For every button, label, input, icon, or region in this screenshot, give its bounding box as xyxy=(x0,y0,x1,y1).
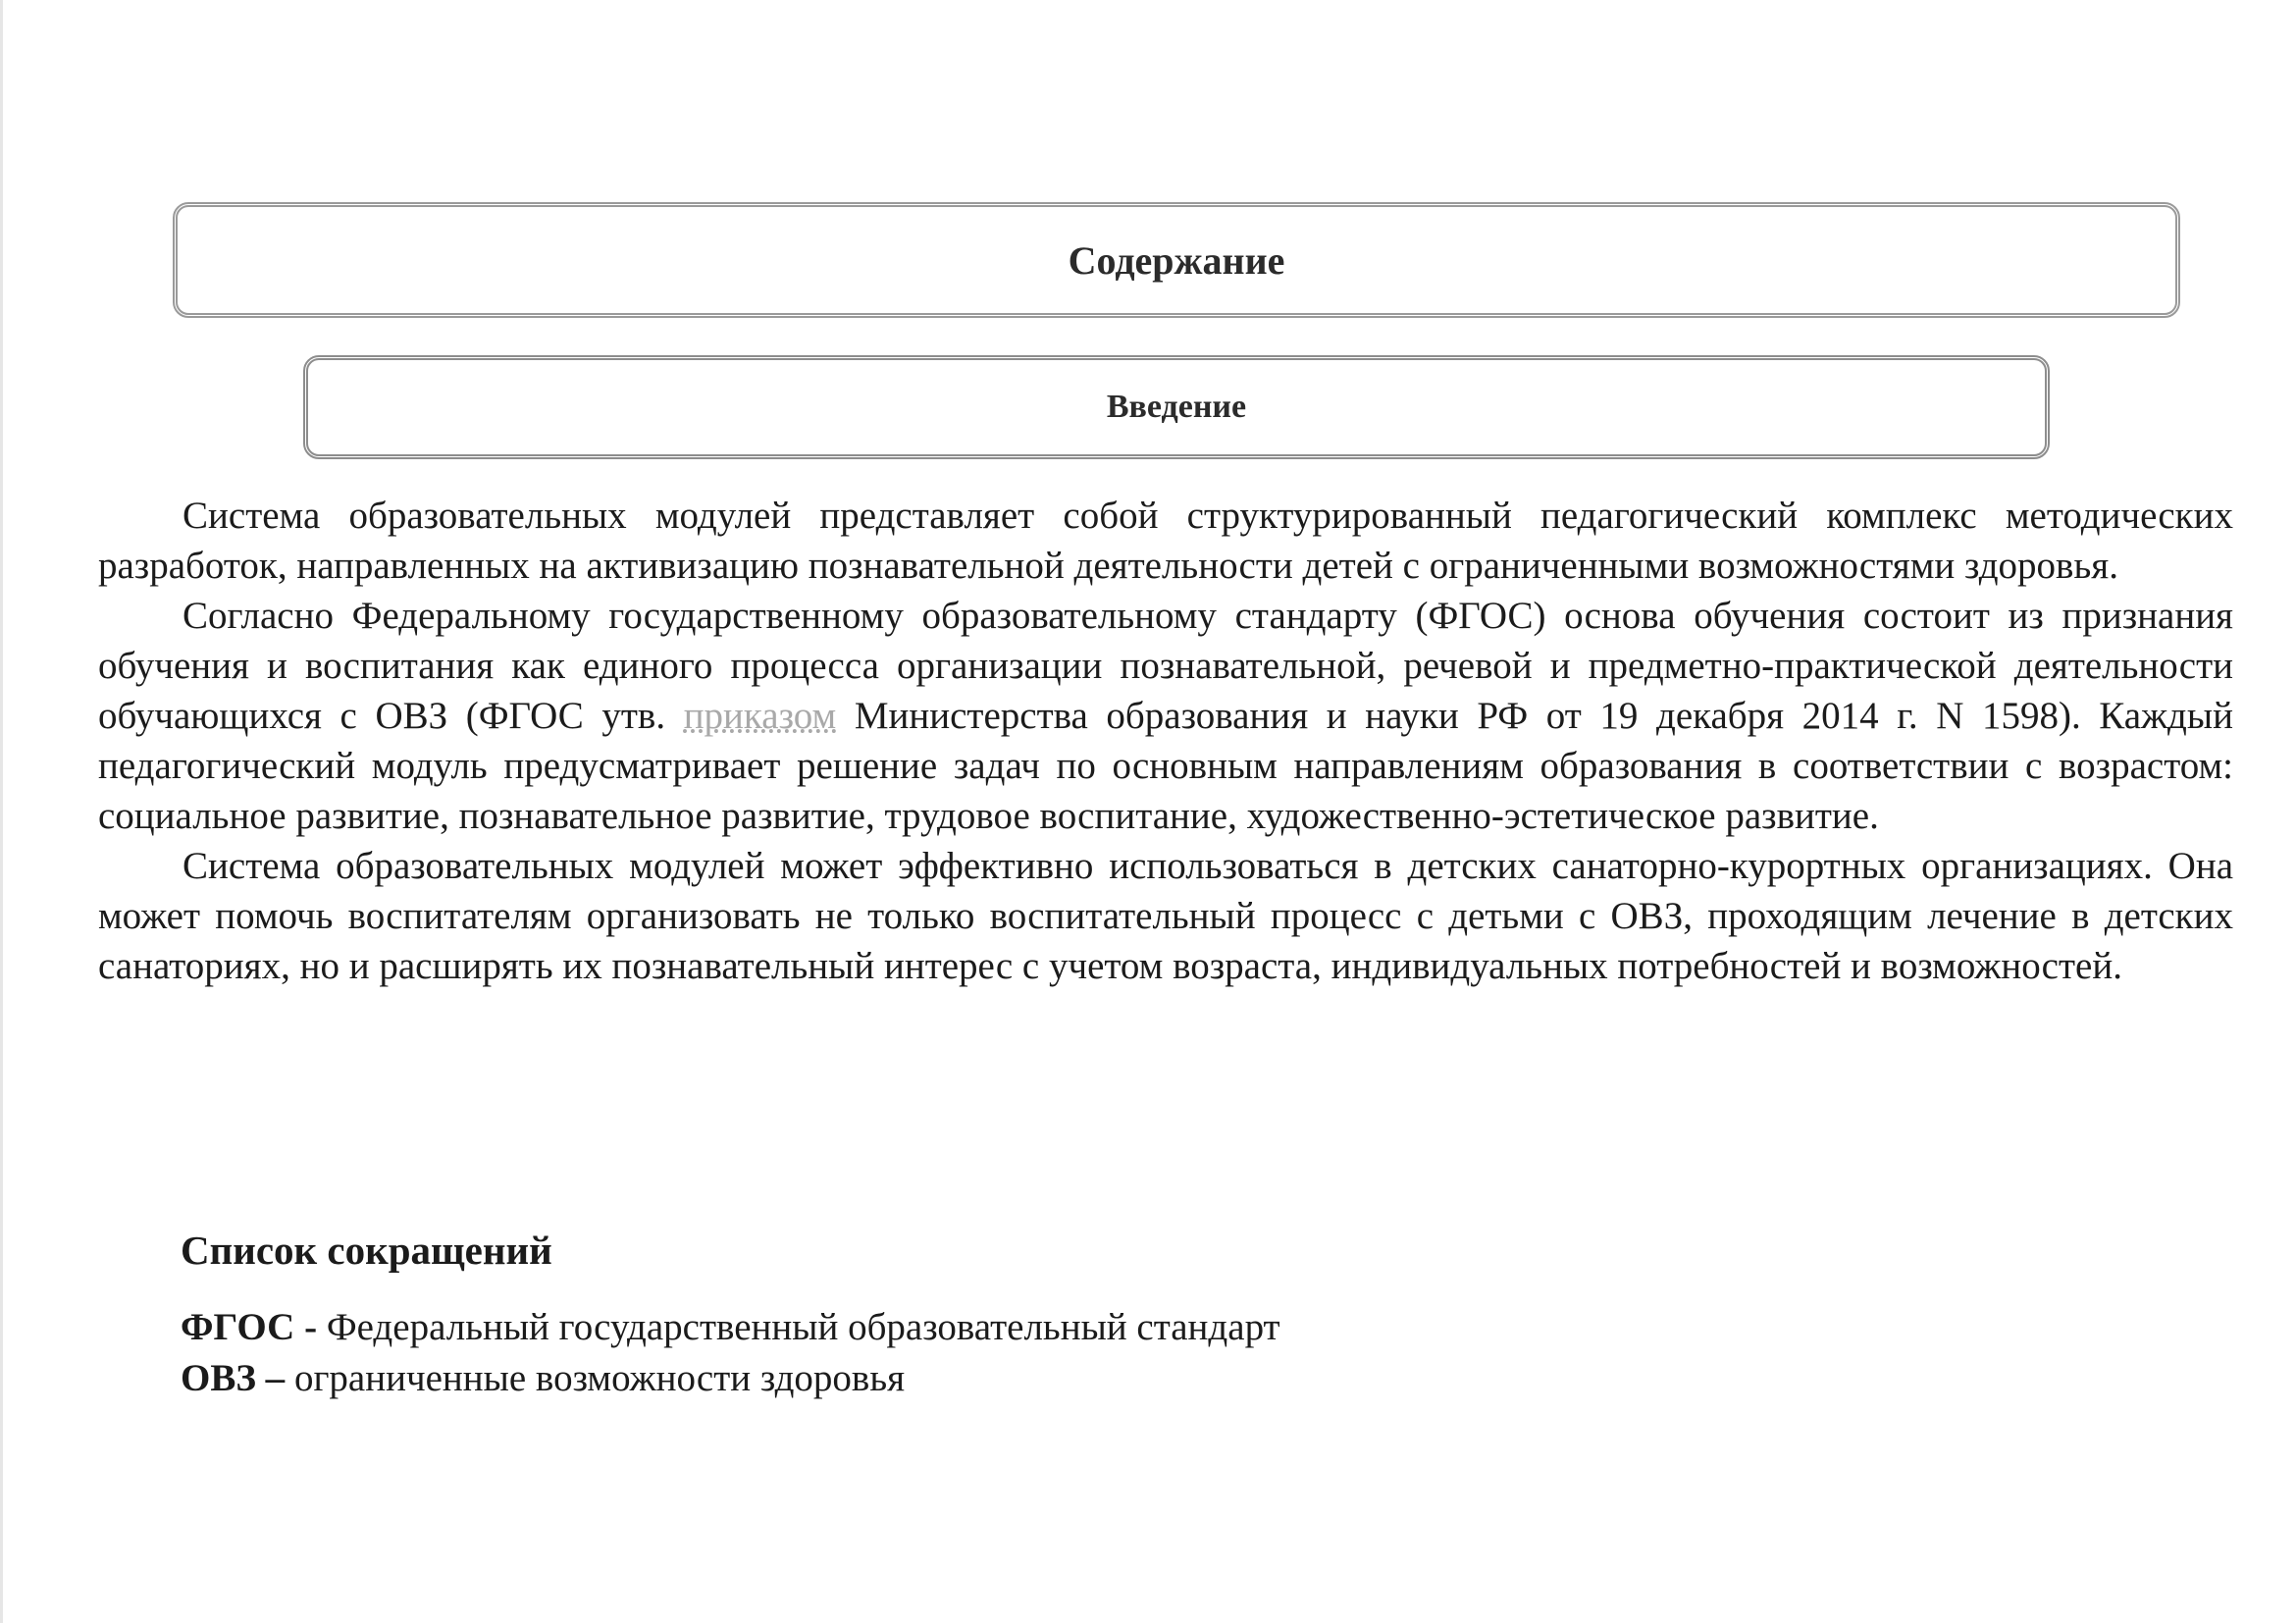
contents-heading-box xyxy=(173,202,2180,318)
contents-heading: Содержание xyxy=(1068,237,1285,283)
intro-heading: Введение xyxy=(1106,389,1247,425)
intro-paragraph-1: Система образовательных модулей представляет собой структурированный педагогический комплекс методических разработок, направленных на активизацию познавательной деятельности детей с ограниченными возможностями здоровья. xyxy=(98,495,2233,587)
intro-paragraph-2 xyxy=(98,591,2233,841)
abbreviations-list xyxy=(181,1302,1280,1404)
abbreviation-item xyxy=(181,1302,1280,1353)
abbreviation-definition: ограниченные возможности здоровья xyxy=(285,1357,906,1399)
intro-paragraph-3: Система образовательных модулей может эффективно использоваться в детских санаторно-курортных организациях. Она может помочь воспитателям организовать не только воспитательный процесс с детьми с ОВЗ, проходящим лечение в детских санаториях, но и расширять их познавательный интерес с учетом возраста, индивидуальных потребностей и возможностей. xyxy=(98,845,2233,987)
paragraph-2-text-end: Министерства образования и науки РФ от 19 декабря 2014 г. N 1598). Каждый педагогический модуль предусматривает решение задач по основным направлениям образования в соответствии с возрастом: социальное развитие, познавательное развитие, трудовое воспитание, художественно-эстетическое развитие. xyxy=(98,695,2233,837)
abbreviation-term: ФГОС - xyxy=(181,1306,318,1348)
abbreviation-term: ОВЗ – xyxy=(181,1357,286,1399)
intro-heading-box xyxy=(303,355,2050,459)
intro-body xyxy=(98,491,2233,991)
abbreviations-title: Список сокращений xyxy=(181,1228,552,1273)
abbreviation-definition: Федеральный государственный образовательный стандарт xyxy=(317,1306,1280,1348)
order-link[interactable]: приказом xyxy=(683,695,837,737)
abbreviation-item xyxy=(181,1353,1280,1404)
paragraph-2-text-start: Согласно Федеральному государственному образовательному стандарту (ФГОС) основа обучения состоит из признания обучения и воспитания как единого процесса организации познавательной, речевой и предметно-практической деятельности обучающихся с ОВЗ (ФГОС утв. xyxy=(98,595,2233,737)
